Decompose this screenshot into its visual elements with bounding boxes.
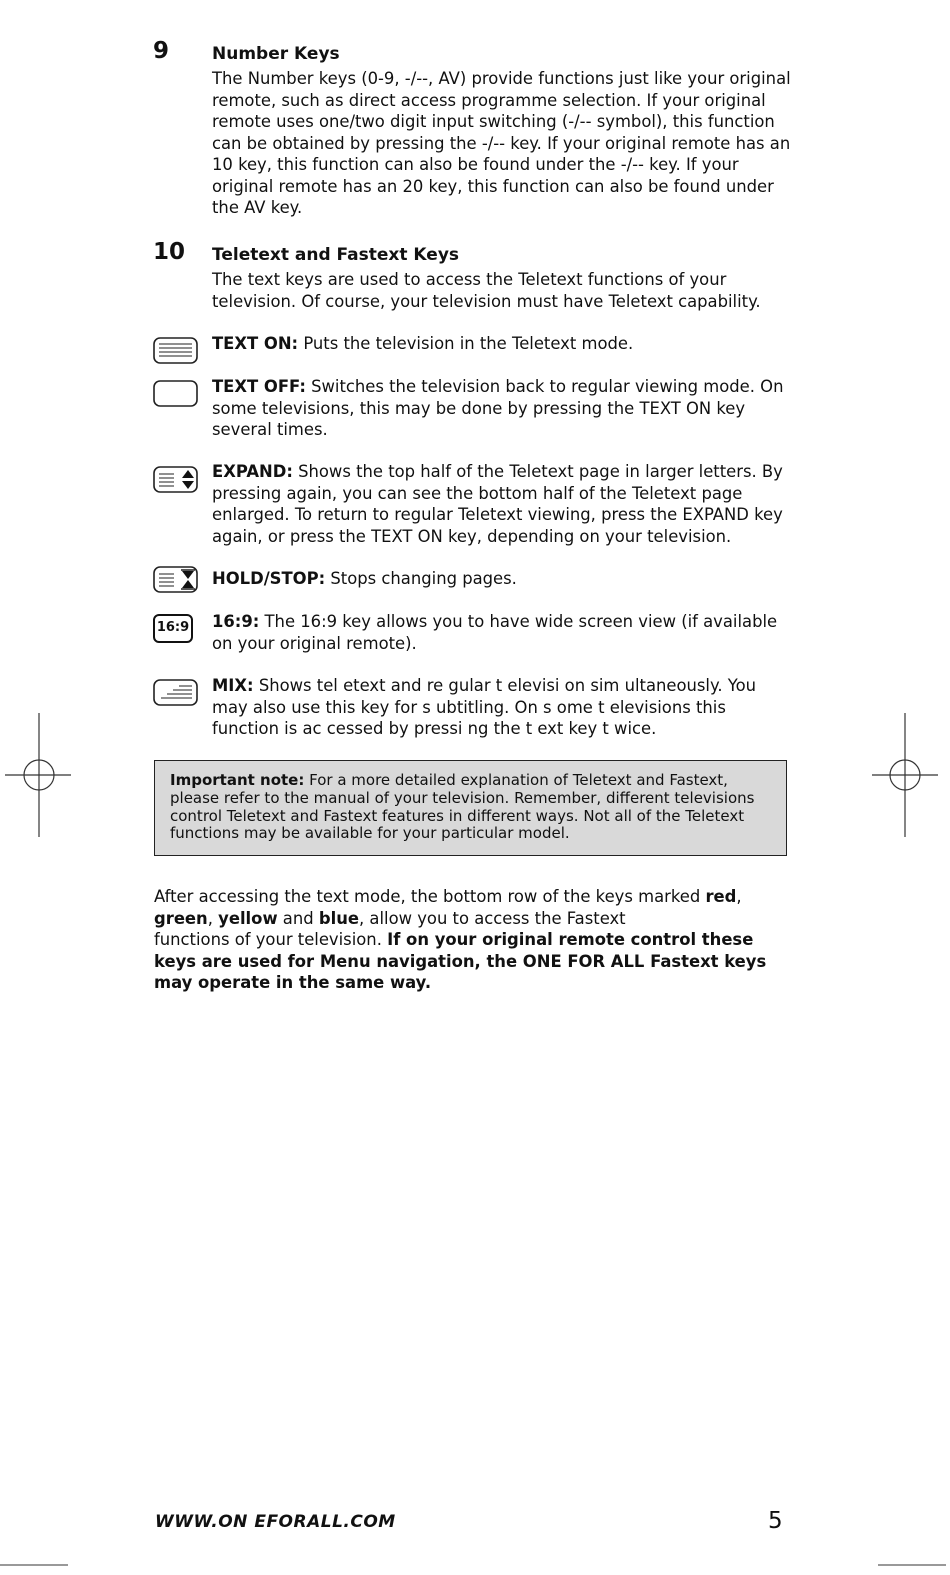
crop-mark-left (5, 713, 71, 837)
important-note-label: Important note: (170, 771, 305, 789)
crop-mark-bottom-right (876, 1560, 946, 1570)
section-9-heading: Number Keys (212, 44, 340, 64)
text-on-text: Puts the television in the Teletext mode. (298, 334, 634, 353)
fastext-text-6: functions of your television. (154, 930, 388, 949)
section-10-body: The text keys are used to access the Teletext functions of your television. Of course, your television must have Teletext capability. (212, 270, 761, 311)
page-number: 5 (768, 1508, 783, 1534)
text-on-icon (153, 337, 199, 365)
text-off-icon (153, 380, 199, 408)
mix-description (212, 675, 792, 740)
text-on-label: TEXT ON: (212, 334, 299, 353)
mix-label: MIX: (212, 676, 254, 695)
section-9-number: 9 (153, 38, 170, 64)
widescreen-label: 16:9: (212, 612, 260, 631)
hold-stop-text: Stops changing pages. (325, 569, 517, 588)
expand-icon (153, 466, 199, 494)
widescreen-description (212, 611, 792, 654)
yellow-key-label: yellow (218, 908, 278, 928)
text-on-description (212, 333, 792, 355)
crop-mark-bottom-left (0, 1560, 70, 1570)
fastext-bold-note: If on your original remote control these keys are used for Menu navigation, the ONE FOR ALL Fastext keys may operate in the same way. (154, 930, 767, 992)
text-off-description (212, 376, 792, 441)
widescreen-icon: 16:9 (153, 614, 193, 643)
widescreen-text: The 16:9 key allows you to have wide screen view (if available on your original remote). (212, 612, 778, 653)
fastext-text-3: , (207, 908, 219, 928)
crop-mark-right (872, 713, 938, 837)
section-10-heading: Teletext and Fastext Keys (212, 245, 460, 265)
expand-label: EXPAND: (212, 462, 293, 481)
fastext-text-1: After accessing the text mode, the bottom row of the keys marked (154, 887, 706, 906)
text-off-label: TEXT OFF: (212, 377, 306, 396)
mix-text: Shows tel etext and re gular t elevisi on sim ultaneously. You may also use this key for s ubtitling. On s ome t elevisions this function is ac cessed by pressi ng the t ext key t wice. (212, 676, 757, 738)
hold-stop-label: HOLD/STOP: (212, 569, 326, 588)
website-url: WWW.ON EFORALL.COM (155, 1512, 396, 1532)
hold-stop-description (212, 568, 792, 590)
expand-description (212, 461, 792, 547)
important-note-box (154, 760, 787, 856)
important-note-text: For a more detailed explanation of Teletext and Fastext, please refer to the manual of your television. Remember, different televisions control Teletext and Fastext features in different ways. Not all of the Teletext functions may be available for your particular model. (170, 771, 755, 843)
section-10-number: 10 (153, 239, 186, 265)
hold-stop-icon (153, 566, 199, 594)
text-off-text: Switches the television back to regular viewing mode. On some televisions, this may be done by pressing the TEXT ON key several times. (212, 377, 784, 439)
green-key-label: green (154, 908, 208, 928)
mix-icon (153, 679, 199, 707)
red-key-label: red (705, 887, 737, 906)
fastext-paragraph (154, 886, 790, 994)
expand-text: Shows the top half of the Teletext page in larger letters. By pressing again, you can see the bottom half of the Teletext page enlarged. To return to regular Teletext viewing, press the EXPAND key again, or press the TEXT ON key, depending on your television. (212, 462, 783, 546)
fastext-text-2: , (736, 887, 742, 906)
section-9-body: The Number keys (0-9, -/--, AV) provide functions just like your original remote, such as direct access programme selection. If your original remote uses one/two digit input switching (-/-- symbol), this function can be obtained by pressing the -/-- key. If your original remote has an 10 key, this function can also be found under the -/-- key. If your original remote has an 20 key, this function can also be found under the AV key. (212, 69, 791, 217)
blue-key-label: blue (318, 908, 359, 928)
fastext-text-4: and (277, 908, 319, 928)
fastext-text-5: , allow you to access the Fastext (359, 908, 626, 928)
